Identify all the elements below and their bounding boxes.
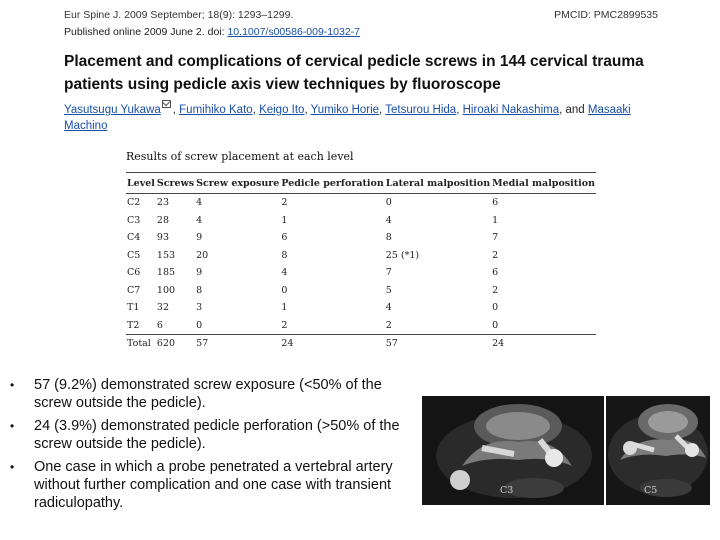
author-link[interactable]: Tetsurou Hida (385, 104, 457, 116)
table-cell: C3 (127, 214, 141, 226)
pmcid: PMCID: PMC2899535 (554, 9, 658, 21)
table-cell: 8 (385, 232, 392, 244)
table-cell: 6 (281, 232, 288, 244)
results-table (126, 172, 596, 353)
table-cell: C4 (127, 232, 141, 244)
table-cell: C2 (127, 197, 141, 209)
table-cell: 153 (156, 249, 176, 261)
table-cell: C5 (127, 249, 141, 261)
published-prefix: Published online 2009 June 2. doi: (64, 26, 228, 38)
bullet-text: 57 (9.2%) demonstrated screw exposure (<50% of the screw outside the pedicle). (34, 377, 382, 411)
table-cell: 1 (281, 302, 288, 314)
table-cell: 0 (385, 197, 392, 209)
column-header: Medial malposition (491, 173, 596, 194)
table-cell: 8 (281, 249, 288, 261)
table-row (126, 247, 596, 265)
ct-scan-image-right (606, 396, 710, 505)
table-cell: 6 (156, 319, 163, 331)
table-cell: 2 (281, 319, 288, 331)
journal-citation: Eur Spine J. 2009 September; 18(9): 1293–1299. (64, 9, 294, 21)
ct-scan-drawing (606, 396, 710, 505)
author-separator: , (172, 104, 180, 116)
table-cell: 25 (*1) (385, 249, 420, 261)
column-header: Screws (156, 173, 195, 194)
column-header: Pedicle perforation (280, 173, 384, 194)
table-cell: 0 (196, 319, 203, 331)
author-separator: , (456, 104, 463, 116)
results-table-figure (122, 146, 596, 366)
column-header: Lateral malposition (385, 173, 491, 194)
author-link[interactable]: Yumiko Horie (310, 104, 380, 116)
table-cell: 1 (281, 214, 288, 226)
table-cell: 185 (156, 267, 176, 279)
table-row (126, 194, 596, 212)
article-title: Placement and complications of cervical pedicle screws in 144 cervical trauma patients using pedicle axis view techniques by fluoroscope (64, 53, 644, 93)
summary-bullets (10, 376, 420, 517)
table-cell: 0 (492, 302, 499, 314)
table-row (126, 299, 596, 317)
table-cell: 28 (156, 214, 169, 226)
table-cell: 4 (385, 302, 392, 314)
table-cell: 2 (281, 197, 288, 209)
journal-row (64, 9, 658, 23)
table-cell: 4 (281, 267, 288, 279)
table-header-row (126, 173, 596, 194)
table-title: Results of screw placement at each level (126, 150, 354, 163)
table-cell: 2 (492, 249, 499, 261)
author-link[interactable]: Yasutsugu Yukawa (64, 104, 161, 116)
table-cell: 7 (492, 232, 499, 244)
table-cell: 100 (156, 284, 176, 296)
table-cell: 0 (281, 284, 288, 296)
bullet-item (10, 376, 420, 412)
author-list (64, 100, 654, 134)
bullet-marker: • (10, 460, 15, 474)
table-cell: 620 (156, 335, 195, 353)
table-cell: 6 (492, 267, 499, 279)
ct-scan-image-left (422, 396, 604, 505)
table-row (126, 229, 596, 247)
article-header (58, 6, 662, 142)
table-cell: 5 (385, 284, 392, 296)
table-cell: 3 (196, 302, 203, 314)
doi-link[interactable]: 10.1007/s00586-009-1032-7 (227, 26, 360, 38)
author-separator: , and (559, 104, 588, 116)
author-link[interactable]: Hiroaki Nakashima (462, 104, 560, 116)
table-cell: C7 (127, 284, 141, 296)
table-cell: 7 (385, 267, 392, 279)
author-separator: , (252, 104, 260, 116)
table-cell: 1 (492, 214, 499, 226)
table-row (126, 317, 596, 335)
column-header: Screw exposure (195, 173, 280, 194)
table-cell: 93 (156, 232, 169, 244)
table-row (126, 212, 596, 230)
table-cell: 32 (156, 302, 169, 314)
table-cell: 2 (385, 319, 392, 331)
column-header: Level (126, 173, 156, 194)
table-cell: T1 (127, 302, 140, 314)
table-cell: 4 (196, 214, 203, 226)
table-cell: T2 (127, 319, 140, 331)
table-cell: 57 (195, 335, 280, 353)
table-row (126, 282, 596, 300)
table-total-row (126, 335, 596, 353)
table-cell: 23 (156, 197, 169, 209)
table-cell: 20 (196, 249, 209, 261)
bullet-item (10, 458, 420, 512)
table-cell: 8 (196, 284, 203, 296)
author-link[interactable]: Masaaki Machino (64, 104, 631, 132)
table-cell: C6 (127, 267, 141, 279)
bullet-marker: • (10, 419, 15, 433)
table-cell: 9 (196, 267, 203, 279)
table-cell: 2 (492, 284, 499, 296)
author-separator: , (304, 104, 311, 116)
table-cell: 0 (492, 319, 499, 331)
bullet-text: 24 (3.9%) demonstrated pedicle perforation (>50% of the screw outside the pedicle). (34, 418, 400, 452)
table-row (126, 264, 596, 282)
table-cell: 24 (491, 335, 596, 353)
bullet-marker: • (10, 378, 15, 392)
published-line (64, 26, 360, 38)
table-cell: 4 (196, 197, 203, 209)
author-separator: , (379, 104, 386, 116)
table-cell: 6 (492, 197, 499, 209)
table-cell: Total (126, 335, 156, 353)
author-link[interactable]: Fumihiko Kato (179, 104, 253, 116)
bullet-item (10, 417, 420, 453)
table-body (126, 194, 596, 353)
table-cell: 24 (280, 335, 384, 353)
ct-level-label: C3 (500, 485, 514, 496)
table-cell: 57 (385, 335, 491, 353)
ct-level-label: C5 (644, 485, 658, 496)
bullet-text: One case in which a probe penetrated a vertebral artery without further complication and one case with transient radiculopathy. (34, 459, 393, 511)
table-cell: 4 (385, 214, 392, 226)
envelope-icon[interactable] (162, 100, 171, 108)
author-link[interactable]: Keigo Ito (259, 104, 305, 116)
table-cell: 9 (196, 232, 203, 244)
